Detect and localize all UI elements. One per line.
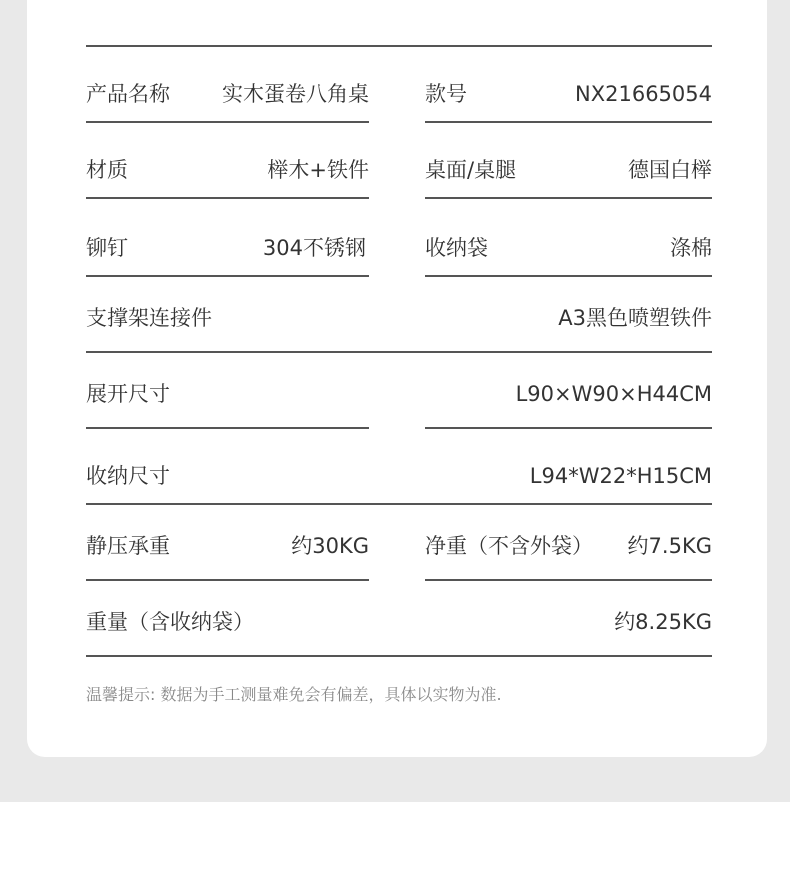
material-label: 材质 [86,158,128,182]
divider-row6 [86,503,712,505]
model-label: 款号 [425,82,467,106]
material-value: 榉木+铁件 [267,158,369,182]
bracket-value: A3黑色喷塑铁件 [558,306,712,330]
rivet-label: 铆钉 [86,236,128,260]
bracket-label: 支撑架连接件 [86,306,212,330]
net-weight-value: 约7.5KG [627,534,712,558]
gross-weight-value: 约8.25KG [614,610,712,634]
measurement-note: 温馨提示: 数据为手工测量难免会有偏差，具体以实物为准. [86,685,502,704]
divider-row2-left [86,197,369,199]
unfold-size-value: L90×W90×H44CM [515,382,712,406]
divider-row1-left [86,121,369,123]
divider-row1-right [425,121,712,123]
top-leg-label: 桌面/桌腿 [425,158,517,182]
spec-card [27,0,767,757]
divider-row2-right [425,197,712,199]
static-load-label: 静压承重 [86,534,170,558]
divider-row8 [86,655,712,657]
model-value: NX21665054 [575,82,712,106]
static-load-value: 约30KG [291,534,369,558]
net-weight-label: 净重（不含外袋） [425,534,593,558]
rivet-value: 304不锈钢 [262,236,366,260]
folded-size-label: 收纳尺寸 [86,464,170,488]
divider-row3-right [425,275,712,277]
divider-row7-left [86,579,369,581]
bag-label: 收纳袋 [425,236,488,260]
divider-row4 [86,351,712,353]
unfold-size-label: 展开尺寸 [86,382,170,406]
product-name-value: 实木蛋卷八角桌 [222,82,369,106]
bag-value: 涤棉 [670,236,712,260]
divider-row5-left [86,427,369,429]
product-name-label: 产品名称 [86,82,170,106]
divider-row3-left [86,275,369,277]
divider-row5-right [425,427,712,429]
divider-row7-right [425,579,712,581]
top-leg-value: 德国白榉 [628,158,712,182]
gross-weight-label: 重量（含收纳袋） [86,610,254,634]
divider-top [86,45,712,47]
folded-size-value: L94*W22*H15CM [529,464,712,488]
